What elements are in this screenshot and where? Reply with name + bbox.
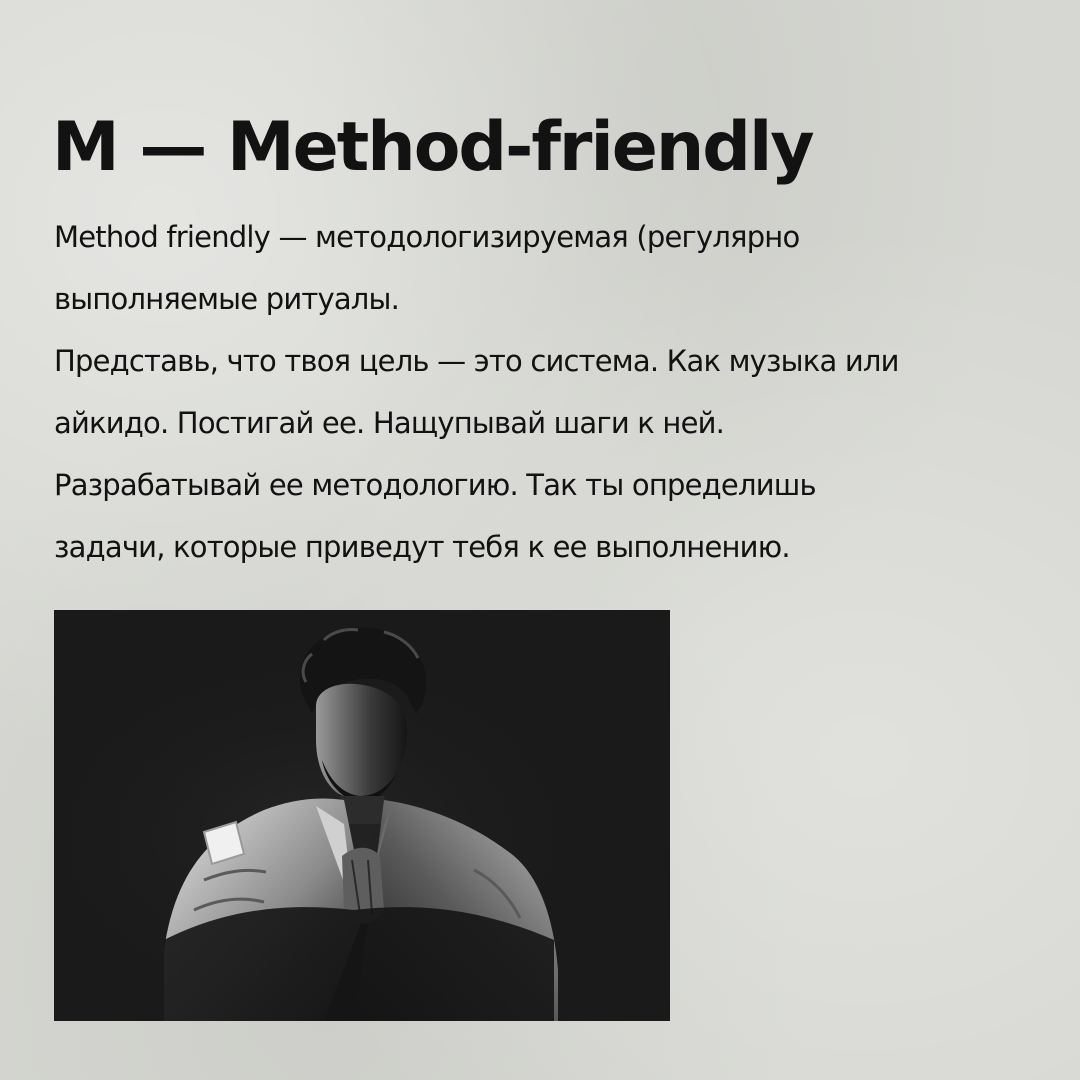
- page-title: M — Method-friendly: [52, 108, 813, 187]
- portrait-illustration: [54, 610, 670, 1021]
- aikido-portrait-photo: [54, 610, 670, 1021]
- body-line: айкидо. Постигай ее. Нащупывай шаги к ней.: [54, 406, 725, 440]
- body-line: Представь, что твоя цель — это система. Как музыка или: [54, 344, 899, 378]
- body-line: выполняемые ритуалы.: [54, 282, 400, 316]
- body-text: [54, 206, 1054, 578]
- body-line: Method friendly — методологизируемая (регулярно: [54, 220, 800, 254]
- body-line: Разрабатывай ее методологию. Так ты определишь: [54, 468, 816, 502]
- body-line: задачи, которые приведут тебя к ее выполнению.: [54, 530, 790, 564]
